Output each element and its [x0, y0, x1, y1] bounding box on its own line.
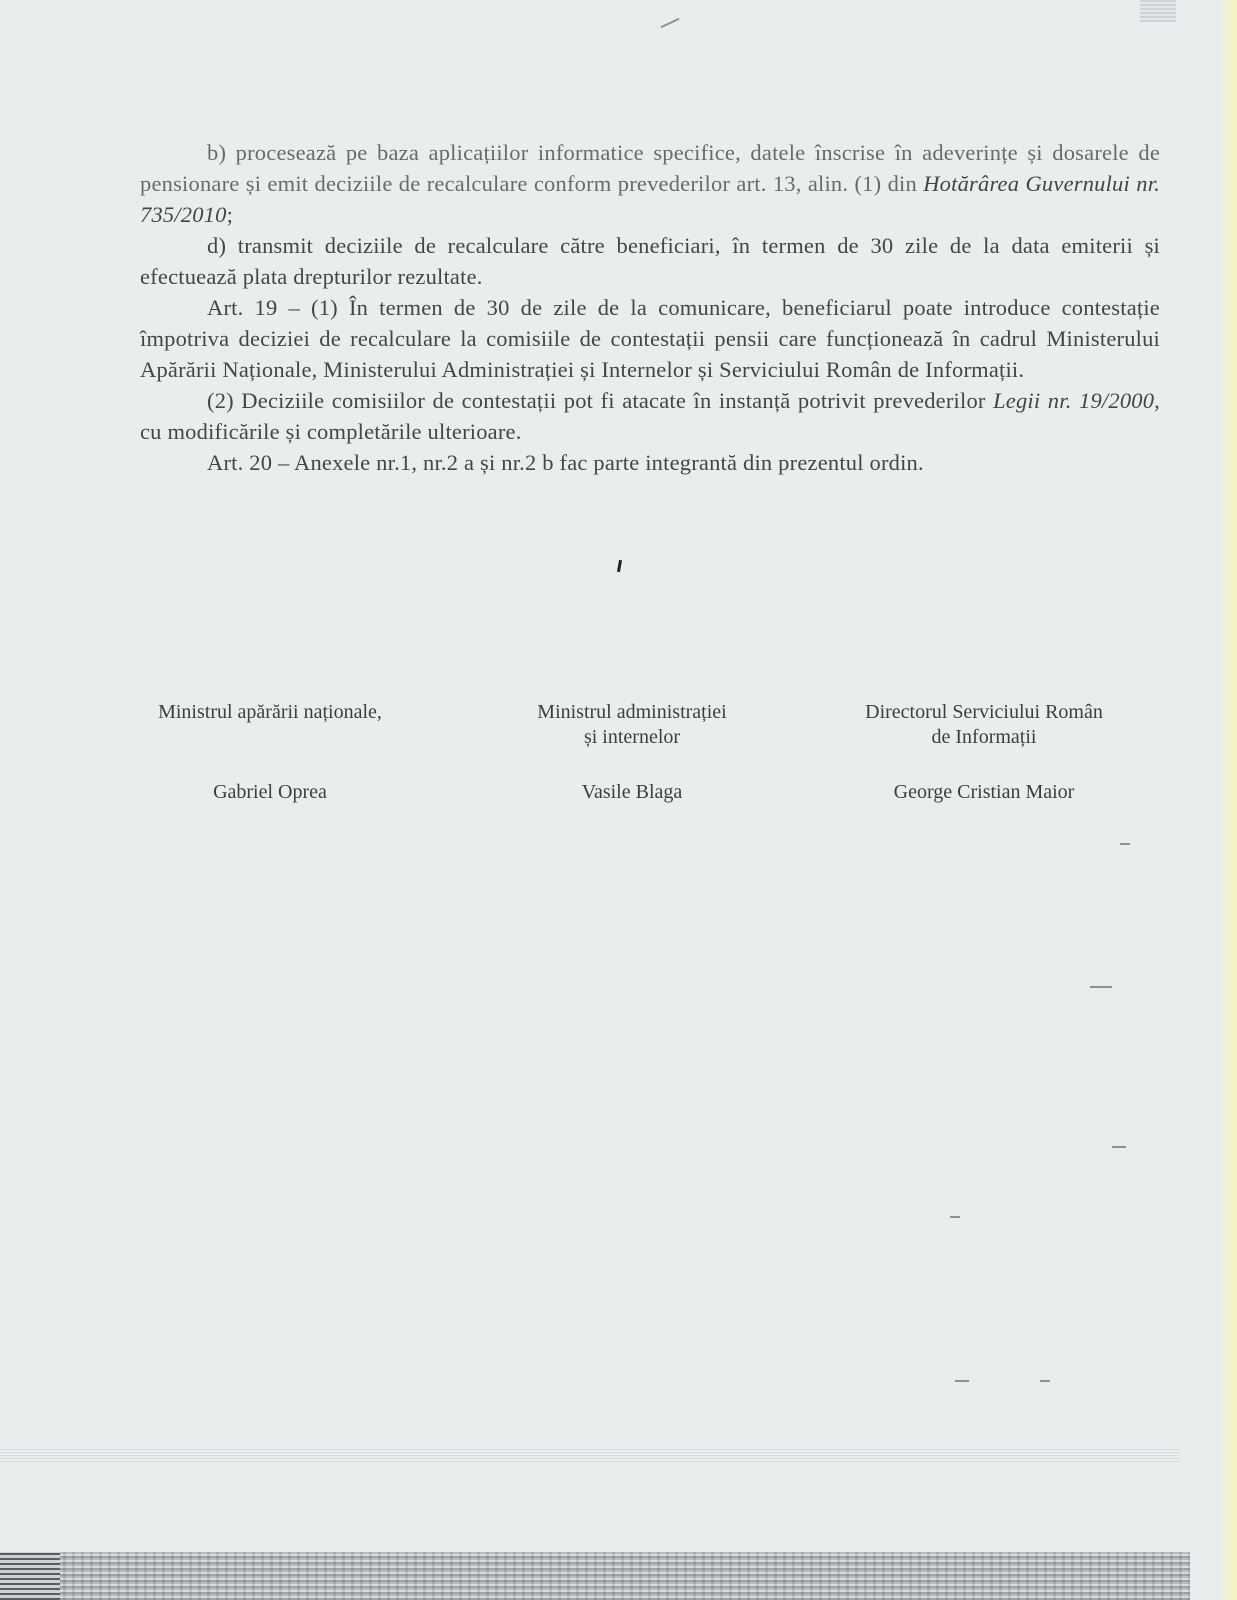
signature-block-administration	[462, 700, 802, 803]
article-19-2-text: (2) Deciziile comisiilor de contestații pot fi atacate în instanță potrivit prevederilor	[207, 388, 994, 413]
signature-block-intelligence	[814, 700, 1154, 803]
scan-artifact-band	[0, 1552, 1190, 1600]
signature-title-line1: Ministrul apărării naționale,	[158, 701, 382, 723]
paragraph-b-text: b) procesează pe baza aplicațiilor informatice specifice, datele înscrise în adeverințe și dosarele de pensionare și emit deciziile de recalculare conform prevederilor art. 13, alin. (1) din	[140, 140, 1160, 196]
article-20	[140, 447, 1160, 478]
article-19-paragraph-1	[140, 292, 1160, 385]
scan-speck	[1120, 843, 1130, 845]
signatory-name: Gabriel Oprea	[213, 781, 327, 803]
paragraph-b-end: ;	[226, 202, 234, 227]
government-decision-reference: Hotărârea Guvernului nr. 735/2010	[140, 171, 1160, 227]
signature-block-defense	[100, 700, 440, 803]
signatory-name: George Cristian Maior	[893, 781, 1075, 803]
paragraph-d	[140, 230, 1160, 292]
scan-smudge	[1140, 0, 1176, 22]
paragraph-b	[140, 137, 1160, 230]
signature-title-line1: Directorul Serviciului Român	[865, 701, 1103, 723]
signature-title-line2: de Informații	[931, 726, 1037, 748]
scan-speck	[1112, 1146, 1126, 1148]
scan-artifact-band	[0, 1448, 1180, 1462]
signatory-name: Vasile Blaga	[581, 781, 683, 803]
article-20-text: Art. 20 – Anexele nr.1, nr.2 a și nr.2 b fac parte integrantă din prezentul ordin.	[207, 450, 924, 475]
document-body	[140, 137, 1160, 478]
signature-title-line1: Ministrul administrației	[537, 701, 727, 723]
scan-speck	[661, 18, 680, 28]
signature-title-line2: și internelor	[583, 726, 681, 748]
paragraph-d-text: d) transmit deciziile de recalculare către beneficiari, în termen de 30 zile de la data emiterii și efectuează plata drepturilor rezultate.	[140, 233, 1160, 289]
paper-edge	[1219, 0, 1237, 1600]
article-19-text: Art. 19 – (1) În termen de 30 de zile de la comunicare, beneficiarul poate introduce contestație împotriva deciziei de recalculare la comisiile de contestații pensii care funcționează în cadrul Ministerului Apărării Naționale, Ministerului Administrației și Internelor și Serviciului Român de Informații.	[140, 295, 1160, 382]
article-19-2-end: , cu modificările și completările ulterioare.	[140, 388, 1160, 444]
scan-speck	[1040, 1380, 1050, 1382]
law-reference: Legii nr. 19/2000	[993, 388, 1155, 413]
article-19-paragraph-2	[140, 385, 1160, 447]
ink-mark	[617, 560, 622, 572]
scan-speck	[1090, 986, 1112, 988]
scan-speck	[950, 1216, 960, 1218]
scan-speck	[955, 1380, 969, 1382]
